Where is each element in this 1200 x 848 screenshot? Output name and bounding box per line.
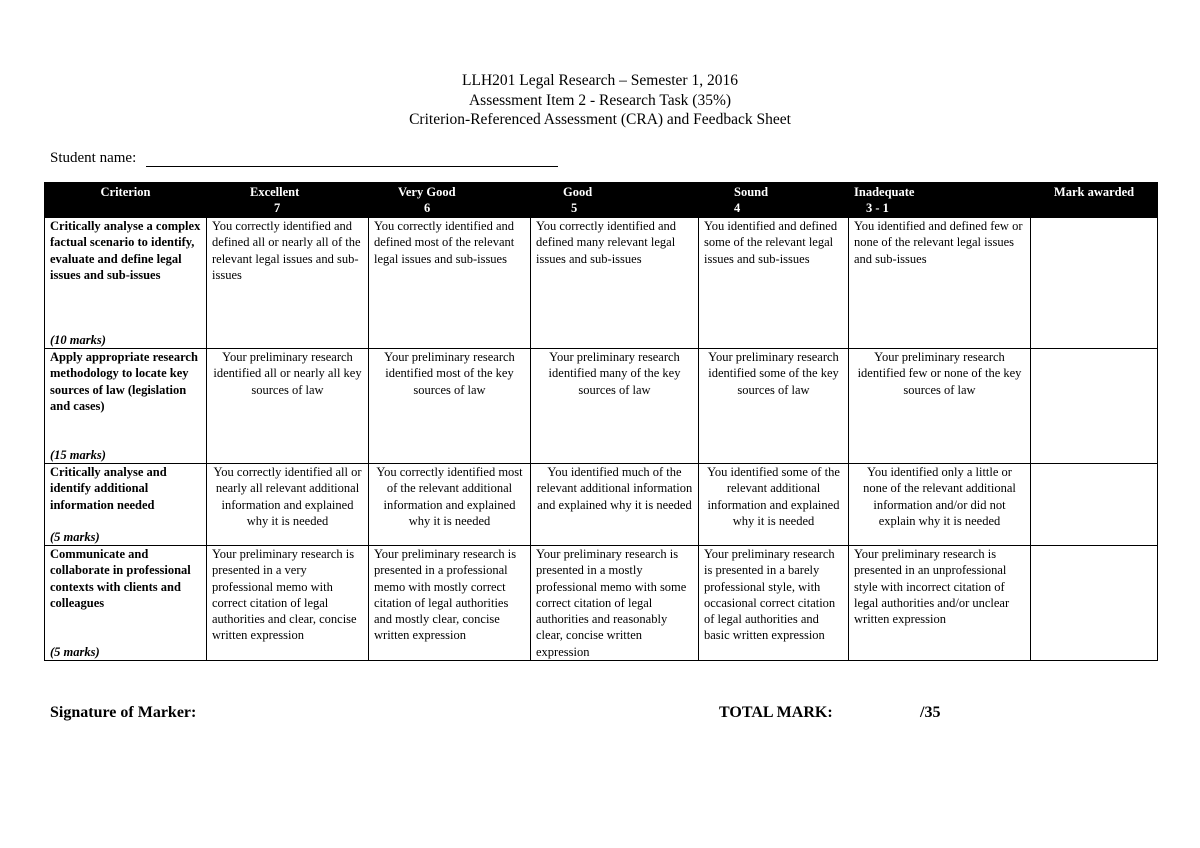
mark-awarded-cell[interactable]	[1031, 546, 1158, 661]
criterion-marks: (5 marks)	[50, 644, 100, 659]
mark-awarded-cell[interactable]	[1031, 218, 1158, 349]
level-score: 5	[571, 201, 578, 216]
descriptor-cell: Your preliminary research identified some of the key sources of law	[699, 349, 849, 464]
level-name: Good	[563, 185, 593, 199]
descriptor-cell: Your preliminary research is presented in a professional memo with mostly correct citation of legal authorities and mostly clear, concise written expression	[369, 546, 531, 661]
descriptor-cell: You correctly identified all or nearly all relevant additional information and explained why it is needed	[207, 464, 369, 546]
criterion-cell	[45, 464, 207, 546]
level-name: Inadequate	[854, 185, 915, 199]
criterion-text: Apply appropriate research methodology to locate key sources of law (legislation and cases)	[50, 350, 198, 413]
header-level	[531, 183, 699, 218]
student-name-row	[50, 150, 558, 167]
descriptor-cell: You identified some of the relevant additional information and explained why it is needed	[699, 464, 849, 546]
total-mark-label: TOTAL MARK:	[719, 704, 833, 721]
descriptor-cell: You identified and defined some of the relevant legal issues and sub-issues	[699, 218, 849, 349]
header-level	[849, 183, 1031, 218]
descriptor-cell: Your preliminary research identified few or none of the key sources of law	[849, 349, 1031, 464]
assessment-title: Assessment Item 2 - Research Task (35%)	[468, 91, 732, 109]
criterion-cell	[45, 218, 207, 349]
level-score: 4	[734, 201, 741, 216]
level-name: Very Good	[398, 185, 456, 199]
descriptor-cell: Your preliminary research is presented in an unprofessional style with incorrect citation of legal authorities and/or unclear written expression	[849, 546, 1031, 661]
criterion-text: Critically analyse a complex factual scenario to identify, evaluate and define legal issues and sub-issues	[50, 219, 201, 282]
table-row	[45, 464, 1158, 546]
descriptor-cell: You correctly identified and defined most of the relevant legal issues and sub-issues	[369, 218, 531, 349]
header-row	[45, 183, 1158, 218]
descriptor-cell: Your preliminary research is presented in a barely professional style, with occasional correct citation of legal authorities and basic written expression	[699, 546, 849, 661]
descriptor-cell: You identified much of the relevant additional information and explained why it is needed	[531, 464, 699, 546]
mark-awarded-cell[interactable]	[1031, 464, 1158, 546]
table-row	[45, 349, 1158, 464]
table-row	[45, 546, 1158, 661]
descriptor-cell: You correctly identified and defined many relevant legal issues and sub-issues	[531, 218, 699, 349]
table-row	[45, 218, 1158, 349]
descriptor-cell: You identified and defined few or none of the relevant legal issues and sub-issues	[849, 218, 1031, 349]
rubric-table	[44, 182, 1158, 661]
criterion-marks: (5 marks)	[50, 529, 100, 544]
header-level	[369, 183, 531, 218]
student-name-label: Student name:	[50, 150, 137, 166]
descriptor-cell: Your preliminary research is presented in a mostly professional memo with some correct citation of legal authorities and reasonably clear, concise written expression	[531, 546, 699, 661]
descriptor-cell: Your preliminary research identified many of the key sources of law	[531, 349, 699, 464]
course-title: LLH201 Legal Research – Semester 1, 2016	[462, 72, 738, 89]
descriptor-cell: Your preliminary research identified all or nearly all key sources of law	[207, 349, 369, 464]
signature-label: Signature of Marker:	[50, 704, 197, 721]
criterion-text: Critically analyse and identify additional information needed	[50, 465, 167, 512]
criterion-text: Communicate and collaborate in professional contexts with clients and colleagues	[50, 547, 191, 610]
level-score: 3 - 1	[866, 201, 889, 216]
criterion-marks: (15 marks)	[50, 447, 106, 462]
header-level	[699, 183, 849, 218]
total-mark-value: /35	[920, 704, 941, 721]
level-score: 7	[274, 201, 281, 216]
mark-awarded-cell[interactable]	[1031, 349, 1158, 464]
descriptor-cell: You identified only a little or none of the relevant additional information and/or did not explain why it is needed	[849, 464, 1031, 546]
header-criterion: Criterion	[45, 183, 207, 218]
level-name: Excellent	[250, 185, 300, 199]
criterion-marks: (10 marks)	[50, 332, 106, 347]
criterion-cell	[45, 546, 207, 661]
descriptor-cell: Your preliminary research is presented in a very professional memo with correct citation of legal authorities and clear, concise written expression	[207, 546, 369, 661]
descriptor-cell: Your preliminary research identified most of the key sources of law	[369, 349, 531, 464]
document-header	[0, 71, 1200, 130]
header-level	[207, 183, 369, 218]
sheet-title: Criterion-Referenced Assessment (CRA) and Feedback Sheet	[409, 111, 791, 128]
criterion-cell	[45, 349, 207, 464]
descriptor-cell: You correctly identified and defined all or nearly all of the relevant legal issues and sub-issues	[207, 218, 369, 349]
student-name-field[interactable]	[146, 150, 558, 167]
level-score: 6	[424, 201, 431, 216]
descriptor-cell: You correctly identified most of the relevant additional information and explained why it is needed	[369, 464, 531, 546]
level-name: Sound	[734, 185, 769, 199]
header-mark-awarded: Mark awarded	[1031, 183, 1158, 218]
